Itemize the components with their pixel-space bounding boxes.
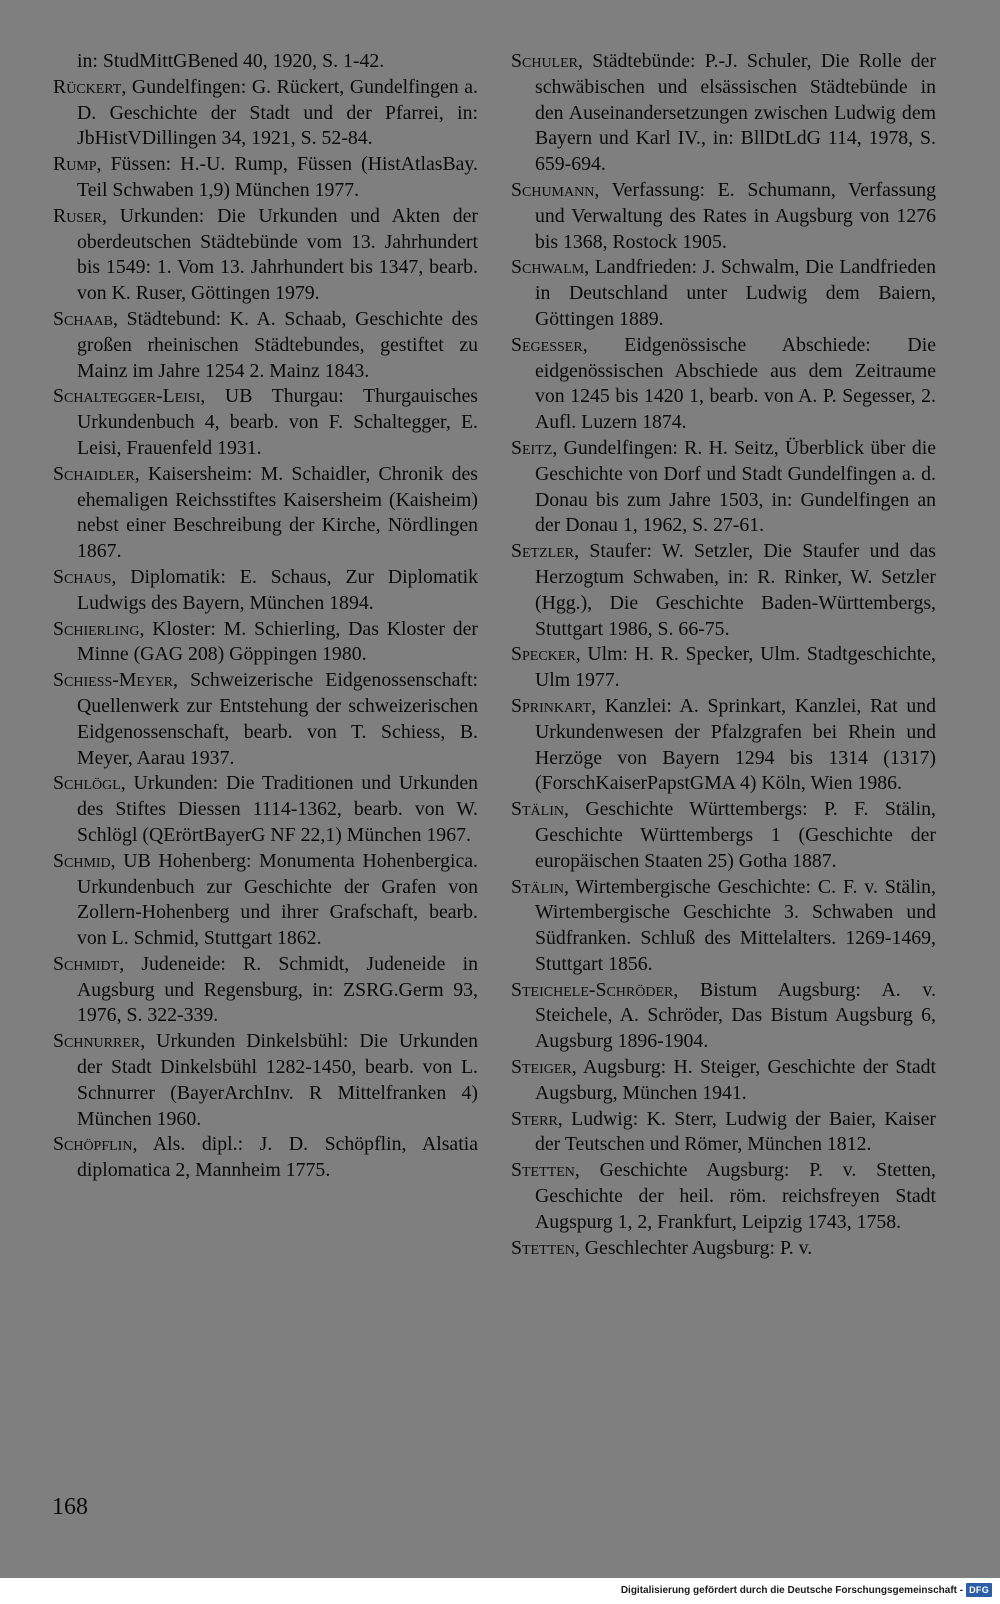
footer <box>621 1580 992 1600</box>
bibliography-entry <box>53 152 478 204</box>
bibliography-entry <box>511 797 936 874</box>
bibliography-entry <box>53 384 478 461</box>
bibliography-entry <box>53 49 478 75</box>
entry-key: Schierling <box>53 617 140 640</box>
entry-key: Schwalm <box>511 256 585 279</box>
entry-text: , Urkunden: Die Traditionen und Urkunden des Stiftes Diessen 1114-1362, bearb. von W. Schlögl (QErörtBayerG NF 22,1) München 1967. <box>77 772 478 846</box>
bibliography-entry <box>53 668 478 771</box>
bibliography-entry <box>511 255 936 332</box>
entry-key: Schlögl <box>53 772 121 795</box>
entry-text: , Städtebünde: P.-J. Schuler, Die Rolle der schwäbischen und elsässischen Städtebünde in den Auseinandersetzungen zwischen Ludwig dem Bayern und Karl IV., in: BllDtLdG 114, 1978, S. 659-694. <box>535 50 936 176</box>
entry-key: Specker <box>511 643 576 666</box>
entry-text: , Staufer: W. Setzler, Die Staufer und das Herzogtum Schwaben, in: R. Rinker, W. Setzler (Hgg.), Die Geschichte Baden-Württembergs, Stuttgart 1986, S. 66-75. <box>535 540 936 640</box>
entry-key: Stetten <box>511 1236 575 1259</box>
bibliography-entry <box>53 462 478 565</box>
entry-key: Steiger <box>511 1056 572 1079</box>
entry-key: Schaab <box>53 307 114 330</box>
bibliography-entry <box>511 178 936 255</box>
entry-text: , Urkunden Dinkelsbühl: Die Urkunden der Stadt Dinkelsbühl 1282-1450, bearb. von L. Schnurrer (BayerArchInv. R Mittelfranken 4) München 1960. <box>77 1030 478 1130</box>
entry-key: Schnurrer <box>53 1030 141 1053</box>
entry-key: Sprinkart <box>511 694 592 717</box>
entry-text: , Geschichte Württembergs: P. F. Stälin, Geschichte Württembergs 1 (Geschichte der europäischen Staaten 25) Gotha 1887. <box>535 798 936 872</box>
entry-key: Schuler <box>511 50 579 72</box>
entry-text: , Geschichte Augsburg: P. v. Stetten, Geschichte der heil. röm. reichsfreyen Stadt Augspurg 1, 2, Frankfurt, Leipzig 1743, 1758. <box>535 1159 936 1233</box>
entry-text: , Diplomatik: E. Schaus, Zur Diplomatik Ludwigs des Bayern, München 1894. <box>77 565 478 614</box>
bibliography-entry <box>53 849 478 952</box>
entry-text: , Städtebund: K. A. Schaab, Geschichte des großen rheinischen Städtebundes, gestiftet zu Mainz im Jahre 1254 2. Mainz 1843. <box>77 307 478 382</box>
entry-text: , Schweizerische Eidgenossenschaft: Quellenwerk zur Entstehung der schweizerischen Eidgenossenschaft, bearb. von T. Schiess, B. Meyer, Aarau 1937. <box>77 669 478 769</box>
entry-key: Stetten <box>511 1159 575 1182</box>
bibliography-entry <box>511 1055 936 1107</box>
entry-key: Schmidt <box>53 952 120 975</box>
entry-key: Setzler <box>511 540 575 563</box>
bibliography-entry <box>511 333 936 436</box>
entry-text: , Als. dipl.: J. D. Schöpflin, Alsatia diplomatica 2, Mannheim 1775. <box>77 1133 478 1182</box>
bibliography-entry <box>53 952 478 1029</box>
entry-key: Schmid <box>53 849 111 872</box>
bibliography-entry <box>511 875 936 978</box>
bibliography-entry <box>53 75 478 152</box>
entry-key: Steichele-Schröder <box>511 978 674 1001</box>
entry-text: , UB Thurgau: Thurgauisches Urkundenbuch 4, bearb. von F. Schaltegger, E. Leisi, Frauenfeld 1931. <box>77 385 478 459</box>
bibliography-entry <box>511 539 936 642</box>
entry-text: , Kanzlei: A. Sprinkart, Kanzlei, Rat und Urkundenwesen der Pfalzgrafen bei Rhein und Herzöge von Bayern 1294 bis 1314 (1317) (ForschKaiserPapstGMA 4) Köln, Wien 1986. <box>535 694 936 795</box>
entry-text: , Judeneide: R. Schmidt, Judeneide in Augsburg und Regensburg, in: ZSRG.Germ 93, 1976, S. 322-339. <box>77 952 478 1027</box>
entry-key: Schöpflin <box>53 1133 133 1156</box>
right-column <box>511 49 936 1261</box>
bibliography-entry <box>53 771 478 848</box>
entry-key: Sterr <box>511 1107 558 1130</box>
entry-text: , Ludwig: K. Sterr, Ludwig der Baier, Kaiser der Teutschen und Römer, München 1812. <box>535 1107 936 1156</box>
entry-text: , Geschlechter Augsburg: P. v. <box>574 1236 813 1259</box>
entry-key: Rückert <box>53 75 122 98</box>
footer-text: Digitalisierung gefördert durch die Deutsche Forschungsgemeinschaft - <box>620 1584 964 1596</box>
entry-text: , Bistum Augsburg: A. v. Steichele, A. Schröder, Das Bistum Augsburg 6, Augsburg 1896-1904. <box>535 978 936 1053</box>
bibliography-entry <box>53 1132 478 1184</box>
entry-key: Rump <box>53 153 97 176</box>
entry-text: , Landfrieden: J. Schwalm, Die Landfrieden in Deutschland unter Ludwig dem Baiern, Göttingen 1889. <box>535 256 936 330</box>
entry-text: , Gundelfingen: G. Rückert, Gundelfingen a. D. Geschichte der Stadt und der Pfarrei, in: JbHistVDillingen 34, 1921, S. 52-84. <box>77 75 478 150</box>
entry-text: , Gundelfingen: R. H. Seitz, Überblick über die Geschichte von Dorf und Stadt Gundelfingen a. d. Donau bis zum Jahre 1503, in: Gundelfingen an der Donau 1, 1962, S. 27-61. <box>535 436 936 537</box>
bibliography-entry <box>53 617 478 669</box>
bibliography-entry <box>53 565 478 617</box>
page-number: 168 <box>52 1494 88 1520</box>
entry-key: Schaltegger-Leisi <box>53 385 201 408</box>
entry-text: , Kaisersheim: M. Schaidler, Chronik des ehemaligen Reichsstiftes Kaisersheim (Kaisheim) nebst einer Beschreibung der Kirche, Nördlingen 1867. <box>77 462 478 563</box>
bibliography-entry <box>511 1236 936 1262</box>
entry-text: in: StudMittGBened 40, 1920, S. 1-42. <box>77 50 385 72</box>
bibliography-entry <box>53 204 478 307</box>
entry-key: Schaidler <box>53 462 135 485</box>
entry-key: Schumann <box>511 178 595 201</box>
entry-key: Schaus <box>53 565 112 588</box>
dfg-logo-icon: DFG <box>966 1583 992 1597</box>
bibliography-entry <box>511 1107 936 1159</box>
entry-text: , Ulm: H. R. Specker, Ulm. Stadtgeschichte, Ulm 1977. <box>535 643 936 692</box>
entry-key: Schiess-Meyer <box>53 669 173 692</box>
bibliography-entry <box>511 978 936 1055</box>
entry-text: , Kloster: M. Schierling, Das Kloster der Minne (GAG 208) Göppingen 1980. <box>77 617 478 666</box>
entry-key: Seitz <box>511 436 553 459</box>
entry-text: , Augsburg: H. Steiger, Geschichte der Stadt Augsburg, München 1941. <box>535 1056 936 1104</box>
bibliography-entry <box>511 694 936 797</box>
entry-key: Stälin <box>511 875 564 898</box>
bibliography-entry <box>53 307 478 384</box>
entry-text: , Verfassung: E. Schumann, Verfassung und Verwaltung des Rates in Augsburg von 1276 bis 1368, Rostock 1905. <box>535 178 936 253</box>
left-column <box>53 49 478 1184</box>
entry-key: Segesser <box>511 333 583 356</box>
entry-text: , Wirtembergische Geschichte: C. F. v. Stälin, Wirtembergische Geschichte 3. Schwaben und Südfranken. Schluß des Mittelalters. 1269-1469, Stuttgart 1856. <box>535 875 936 975</box>
entry-text: , Urkunden: Die Urkunden und Akten der oberdeutschen Städtebünde vom 13. Jahrhundert bis 1549: 1. Vom 13. Jahrhundert bis 1347, bearb. von K. Ruser, Göttingen 1979. <box>77 204 478 305</box>
bibliography-entry <box>511 436 936 539</box>
entry-text: , Füssen: H.-U. Rump, Füssen (HistAtlasBay. Teil Schwaben 1,9) München 1977. <box>77 153 478 201</box>
bibliography-entry <box>511 49 936 178</box>
entry-text: , Eidgenössische Abschiede: Die eidgenössischen Abschiede aus dem Zeitraume von 1245 bis 1420 1, bearb. von A. P. Segesser, 2. Aufl. Luzern 1874. <box>535 333 936 434</box>
bibliography-entry <box>511 642 936 694</box>
bibliography-entry <box>511 1158 936 1235</box>
entry-key: Ruser <box>53 204 102 227</box>
bibliography-entry <box>53 1029 478 1132</box>
entry-key: Stälin <box>511 798 564 821</box>
entry-text: , UB Hohenberg: Monumenta Hohenbergica. Urkundenbuch zur Geschichte der Grafen von Zollern-Hohenberg und ihrer Grafschaft, bearb. von L. Schmid, Stuttgart 1862. <box>77 849 478 950</box>
